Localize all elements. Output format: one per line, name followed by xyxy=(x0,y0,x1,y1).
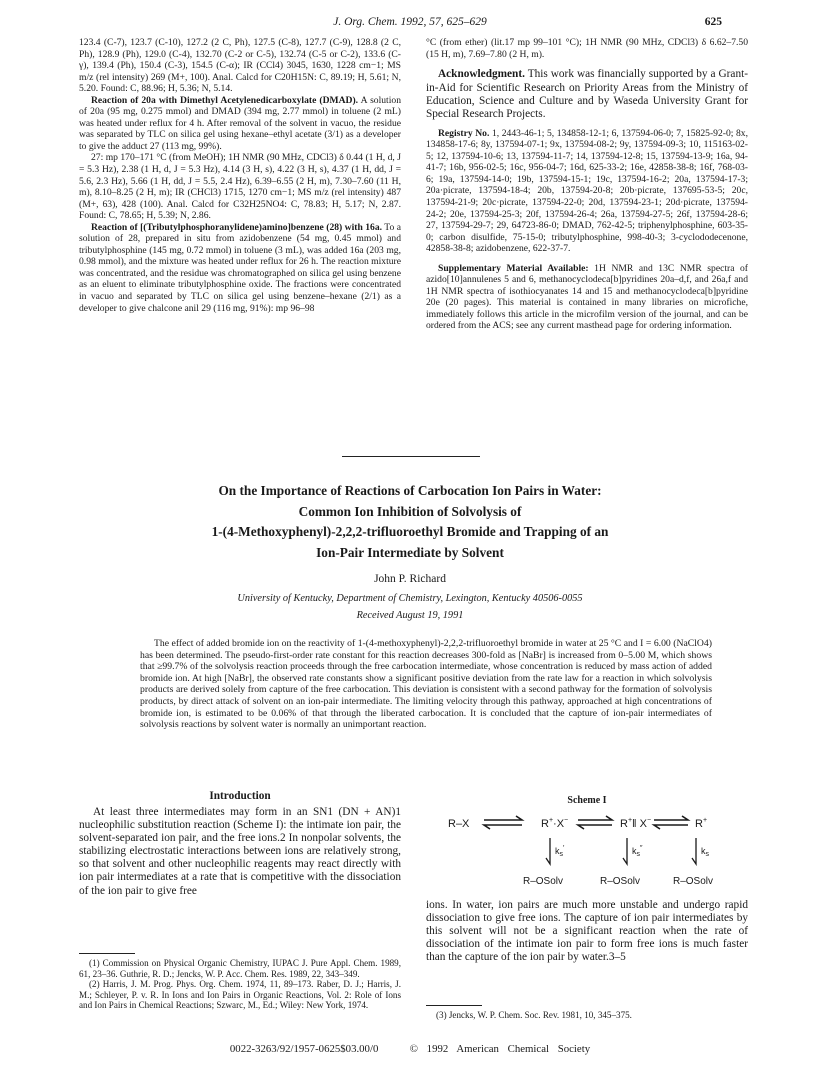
product-rosolv: R–OSolv xyxy=(523,876,564,887)
product-arrows xyxy=(546,838,696,864)
phosphoranyl-text: To a solution of 28, prepared in situ from azidobenzene (54 mg, 0.45 mmol) and tributylphosphine (145 mg, 0.72 mmol) in toluene (3 mL), was added 16a (203 mg, 0.98 mmol), and the mixture was heated under reflux for 26 h. The reaction mixture was concentrated, and the residue was chromatographed on silica gel using benzene as an eluent to eliminate tributylphosphine oxide. The fractions were concentrated in vacuo and separated by TLC on silica gel using benzene–hexane (2/1) as a developer to give chalcone anil 29 (116 mg, 91%): mp 96–98 xyxy=(79,221,401,314)
rate-constant-ks-prime: $k_s'$ xyxy=(555,845,565,858)
footnote-3: (3) Jencks, W. P. Chem. Soc. Rev. 1981, 10, 345–375. xyxy=(436,1010,632,1020)
supp-text: 1H NMR and 13C NMR spectra of azido[10]annulenes 5 and 6, methanocyclodeca[b]pyridines 20a–d,f, and 26a,f and 1H NMR spectra of isothiocyanates 14 and 15 and methanocyclodeca[b]pyridine 20e (20 pages). This material is contained in many libraries on microfiche, immediately follows this article in the microfilm version of the journal, and can be ordered from the ACS; see any current masthead page for ordering information. xyxy=(426,262,749,332)
ack-heading: Acknowledgment. xyxy=(438,68,525,81)
scheme-title: Scheme I xyxy=(567,795,607,806)
intro-heading: Introduction xyxy=(209,790,271,802)
equilibrium-arrows xyxy=(484,816,688,829)
rate-constant-ks-double-prime: $k_s''$ xyxy=(632,845,643,858)
title-line: Ion-Pair Intermediate by Solvent xyxy=(316,544,504,560)
running-header: J. Org. Chem. 1992, 57, 625–629 xyxy=(333,16,487,28)
product-rosolv: R–OSolv xyxy=(600,876,641,887)
introduction-section xyxy=(79,790,401,898)
intro-text: At least three intermediates may form in an SN1 (DN + AN)1 nucleophilic substitution reaction (Scheme I): the intimate ion pair, the solvent-separated ion pair, and the free ions.2 In nonpolar solvents, the stabilizing electrostatic interactions between ions are relatively strong, so that solvent and other nucleophilic reagents may react directly with ion pair intermediates at a rate that is competitive with the dissociation of the ion pair to give free xyxy=(79,806,401,897)
intro-continuation: ions. In water, ion pairs are much more unstable and undergo rapid dissociation to give free ions. The capture of ion pair intermediates by this solvent will not be a significant reaction when the rate of dissociation of the intimate ion pair to form free ions is much faster than the capture of the ion pair by water.3–5 xyxy=(426,899,748,964)
abstract: The effect of added bromide ion on the reactivity of 1-(4-methoxyphenyl)-2,2,2-trifluoroethyl bromide in water at 25 °C and I = 6.00 (NaClO4) has been determined. The pseudo-first-order rate constant for this reaction decreases 300-fold as [NaBr] is increased from 0–5.00 M, which shows that ≥99.7% of the solvolysis reaction proceeds through the free carbocation intermediate, whose concentration is reduced by mass action of added bromide ion. At high [NaBr], the observed rate constants show a significant positive deviation from the rate law for a reaction in which solvolysis products are derived solely from capture of the free carbocation. This deviation is consistent with a second pathway for the formation of solvolysis products, by direct attack of solvent on an ion-pair intermediate. The limiting velocity through this pathway, approached at high concentrations of bromide ion, is estimated to be 0.06% of that through the liberated carbocation. It is concluded that the capture of ion-pair intermediates of solvolysis reactions by solvent water is normally an unimportant reaction. xyxy=(140,638,712,731)
issn-code: 0022-3263/92/1957-0625$03.00/0 xyxy=(229,1043,379,1055)
registry-heading: Registry No. xyxy=(438,127,490,139)
ack-text: This work was financially supported by a Grant-in-Aid for Scientific Research on Priority Areas from the Ministry of Education, Science and Culture and by Waseda University Grant for Special Research Projects. xyxy=(426,68,748,121)
title-line: Common Ion Inhibition of Solvolysis of xyxy=(298,503,522,519)
copyright: © 1992 American Chemical Society xyxy=(409,1043,591,1055)
footnotes-left xyxy=(79,958,401,1011)
footnote-rule xyxy=(426,1005,482,1006)
footnote-rule xyxy=(79,953,135,954)
species-separated-pair: R+‖ X− xyxy=(620,817,652,830)
supp-heading: Supplementary Material Available: xyxy=(438,262,589,274)
received-date: Received August 19, 1991 xyxy=(356,610,464,621)
registry-text: 1, 2443-46-1; 5, 134858-12-1; 6, 137594-06-0; 7, 15825-92-0; 8x, 134858-17-6; 8y, 137594-07-1; 9x, 137594-08-2; 9y, 137594-09-3; 10, 115163-02-5; 12, 137594-10-6; 13, 137594-11-7; 14, 137594-12-8; 15, 137594-13-9; 16a, 94-41-7; 16b, 956-02-5; 16c, 956-04-7; 16d, 625-33-2; 16e, 42858-38-8; 16f, 768-03-6; 19a, 137594-14-0; 19b, 137594-15-1; 19c, 137594-16-2; 20a, 137594-17-3; 20a·picrate, 137594-18-4; 20b, 137594-20-8; 20b·picrate, 137695-53-5; 20c, 137594-21-9; 20c·picrate, 137594-22-0; 20d, 137594-23-1; 20d·picrate, 137594-24-2; 20e, 137594-25-3; 20f, 137594-26-4; 26a, 137594-27-5; 26f, 137594-28-6; 27, 137594-29-7; 29, 64723-86-0; DMAD, 762-42-5; triphenylphosphine, 603-35-0; carbon disulfide, 75-15-0; tributylphosphine, 998-40-3; 3-cyclododecenone, 42858-38-8; azidobenzene, 622-37-7. xyxy=(426,127,748,255)
article-title xyxy=(95,481,725,563)
mp-continuation: °C (from ether) (lit.17 mp 99–101 °C); 1H NMR (90 MHz, CDCl3) δ 6.62–7.50 (15 H, m), 7.69–7.80 (2 H, m). xyxy=(426,37,748,60)
article-divider xyxy=(342,456,480,457)
dmad-text: A solution of 20a (95 mg, 0.275 mmol) and DMAD (394 mg, 2.77 mmol) in toluene (2 mL) was heated under reflux for 4 h. After removal of the solvent in vacuo, the residue was separated by TLC on silica gel using hexane–ethyl acetate (3/1) as a developer to give the adduct 27 (113 mg, 99%). xyxy=(79,94,401,152)
acknowledgment xyxy=(426,68,748,122)
product-rosolv: R–OSolv xyxy=(673,876,714,887)
supplementary-material xyxy=(426,263,748,332)
footnote-2: (2) Harris, J. M. Prog. Phys. Org. Chem. 1974, 11, 89–173. Raber, D. J.; Harris, J. M.; Schleyer, P. v. R. In Ions and Ion Pairs in Organic Reactions, Vol. 2: Role of Ions and Ion Pairs in Chemical Reactions; Szwarc, M., Ed.; Wiley: New York, 1974. xyxy=(79,979,401,1011)
page-number: 625 xyxy=(704,16,722,28)
dmad-heading: Reaction of 20a with Dimethyl Acetylenedicarboxylate (DMAD). xyxy=(91,94,359,106)
affiliation: University of Kentucky, Department of Chemistry, Lexington, Kentucky 40506-0055 xyxy=(237,593,583,604)
author-name: John P. Richard xyxy=(374,573,446,585)
species-intimate-pair: R+·X− xyxy=(541,817,569,830)
dmad-paragraph xyxy=(79,95,401,153)
right-column-top xyxy=(426,37,748,332)
footnote-1: (1) Commission on Physical Organic Chemistry, IUPAC J. Pure Appl. Chem. 1989, 61, 23–36. Guthrie, R. D.; Jencks, W. P. Acc. Chem. Res. 1989, 22, 343–349. xyxy=(79,958,401,979)
compound-27-data: 27: mp 170–171 °C (from MeOH); 1H NMR (90 MHz, CDCl3) δ 0.44 (1 H, d, J = 5.3 Hz), 2.38 (1 H, d, J = 5.3 Hz), 4.14 (3 H, s), 4.22 (3 H, s), 4.37 (1 H, dd, J = 5.6, 2.3 Hz), 5.66 (1 H, dd, J = 5.5, 2.4 Hz), 6.39–6.55 (2 H, m), 7.30–7.60 (11 H, m), 8.10–8.25 (2 H, m); IR (CHCl3) 1715, 1270 cm−1; MS m/z (rel intensity) 487 (M+, 63), 428 (100). Anal. Calcd for C32H25NO4: C, 78.83; H, 5.17; N, 2.87. Found: C, 78.65; H, 5.39; N, 2.86. xyxy=(79,152,401,222)
scheme-diagram xyxy=(426,808,748,892)
species-free-cation: R+ xyxy=(695,817,708,830)
footnotes-right xyxy=(426,1010,748,1021)
phosphoranyl-heading: Reaction of [(Tributylphosphoranylidene)amino]benzene (28) with 16a. xyxy=(91,221,383,233)
left-column-top xyxy=(79,37,401,314)
title-line: 1-(4-Methoxyphenyl)-2,2,2-trifluoroethyl Bromide and Trapping of an xyxy=(211,524,609,539)
page-footer xyxy=(0,1043,820,1055)
registry-numbers xyxy=(426,128,748,255)
title-line: On the Importance of Reactions of Carbocation Ion Pairs in Water: xyxy=(218,483,602,498)
nmr-continuation: 123.4 (C-7), 123.7 (C-10), 127.2 (2 C, Ph), 127.5 (C-8), 127.7 (C-9), 128.8 (2 C, Ph), 128.9 (Ph), 129.0 (C-4), 132.70 (C-2 or C-5), 132.74 (C-5 or C-2), 133.6 (C-γ), 139.4 (Ph), 150.4 (C-3), 154.5 (C-α); IR (CCl4) 3045, 1630, 1228 cm−1; MS m/z (rel intensity) 269 (M+, 100). Anal. Calcd for C20H15N: C, 89.19; H, 5.61; N, 5.20. Found: C, 88.96; H, 5.36; N, 5.14. xyxy=(79,37,401,95)
rate-constant-ks: $k_s$ xyxy=(701,846,709,858)
phosphoranyl-paragraph xyxy=(79,222,401,314)
species-rx: R–X xyxy=(448,818,470,830)
